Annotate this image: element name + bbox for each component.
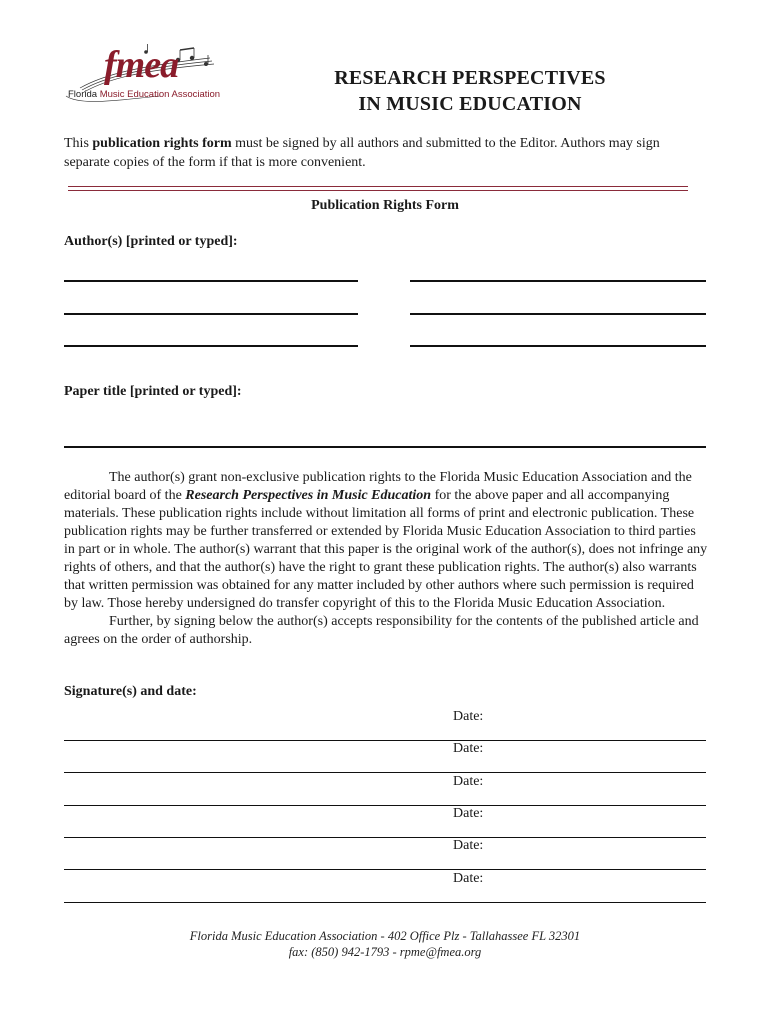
rights-text [64,469,709,649]
date-label: Date: [453,741,484,756]
divider-rule-top [68,186,688,187]
author-line-6[interactable] [410,345,706,347]
logo-subtitle-association: Music Education Association [99,89,221,100]
signature-row-4[interactable] [64,806,706,838]
form-heading: Publication Rights Form [311,198,459,213]
signature-row-6[interactable] [64,871,706,903]
title-line-1: RESEARCH PERSPECTIVES [334,67,606,89]
author-line-1[interactable] [64,280,358,282]
logo-subtitle-florida: Florida [68,89,98,100]
footer-contact: fax: (850) 942-1793 - rpme@fmea.org [288,945,482,959]
rights-paragraph-2: Further, by signing below the author(s) accepts responsibility for the contents of the published article and agrees on the order of authorship. [64,614,699,647]
divider-rule-bottom [68,190,688,191]
signature-row-3[interactable] [64,774,706,806]
rights-p1-post: for the above paper and all accompanying materials. These publication rights include without limitation all forms of print and electronic publication. These publication rights may be further transferred or extended by Florida Music Education Association to third parties in part or in whole. The author(s) warrant that this paper is the original work of the author(s), does not infringe any rights of others, and that the author(s) have the right to grant these publication rights. The author(s) also warrants that written permission was obtained for any matter included by other authors where such permission is required by law. Those hereby undersigned do transfer copyright of this to the Florida Music Education Association. [64,488,708,611]
signature-line[interactable] [64,869,706,871]
logo-wordmark: fmea [104,44,179,86]
author-line-4[interactable] [410,313,706,315]
signature-line[interactable] [64,772,706,774]
paper-title-line[interactable] [64,446,706,448]
footer-address: Florida Music Education Association - 402 Office Plz - Tallahassee FL 32301 [189,929,581,943]
signature-row-1[interactable] [64,709,706,741]
document-title [250,65,690,117]
title-line-2: IN MUSIC EDUCATION [358,93,582,115]
signature-line[interactable] [64,902,706,904]
intro-bold: publication rights form [92,136,232,151]
signature-row-2[interactable] [64,741,706,773]
date-label: Date: [453,709,484,724]
journal-name: Research Perspectives in Music Education [185,488,432,503]
date-label: Date: [453,806,484,821]
date-label: Date: [453,774,484,789]
authors-label: Author(s) [printed or typed]: [64,234,238,249]
paper-title-label: Paper title [printed or typed]: [64,384,242,399]
intro-paragraph [64,134,704,172]
intro-post: must be signed by all authors and submitted to the Editor. Authors may sign separate copies of the form if that is more convenient. [64,136,660,170]
signatures-label: Signature(s) and date: [64,684,197,699]
rights-paragraph-1 [64,469,709,613]
footer [0,928,770,960]
author-line-3[interactable] [64,313,358,315]
signature-row-5[interactable] [64,838,706,870]
author-line-2[interactable] [410,280,706,282]
author-line-5[interactable] [64,345,358,347]
date-label: Date: [453,871,484,886]
fmea-logo [60,44,220,110]
intro-pre: This [64,136,93,151]
rights-p1-pre: The author(s) grant non-exclusive publication rights to the Florida Music Education Association and the editorial board of the [64,470,692,503]
date-label: Date: [453,838,484,853]
logo-subtitle [68,89,220,100]
